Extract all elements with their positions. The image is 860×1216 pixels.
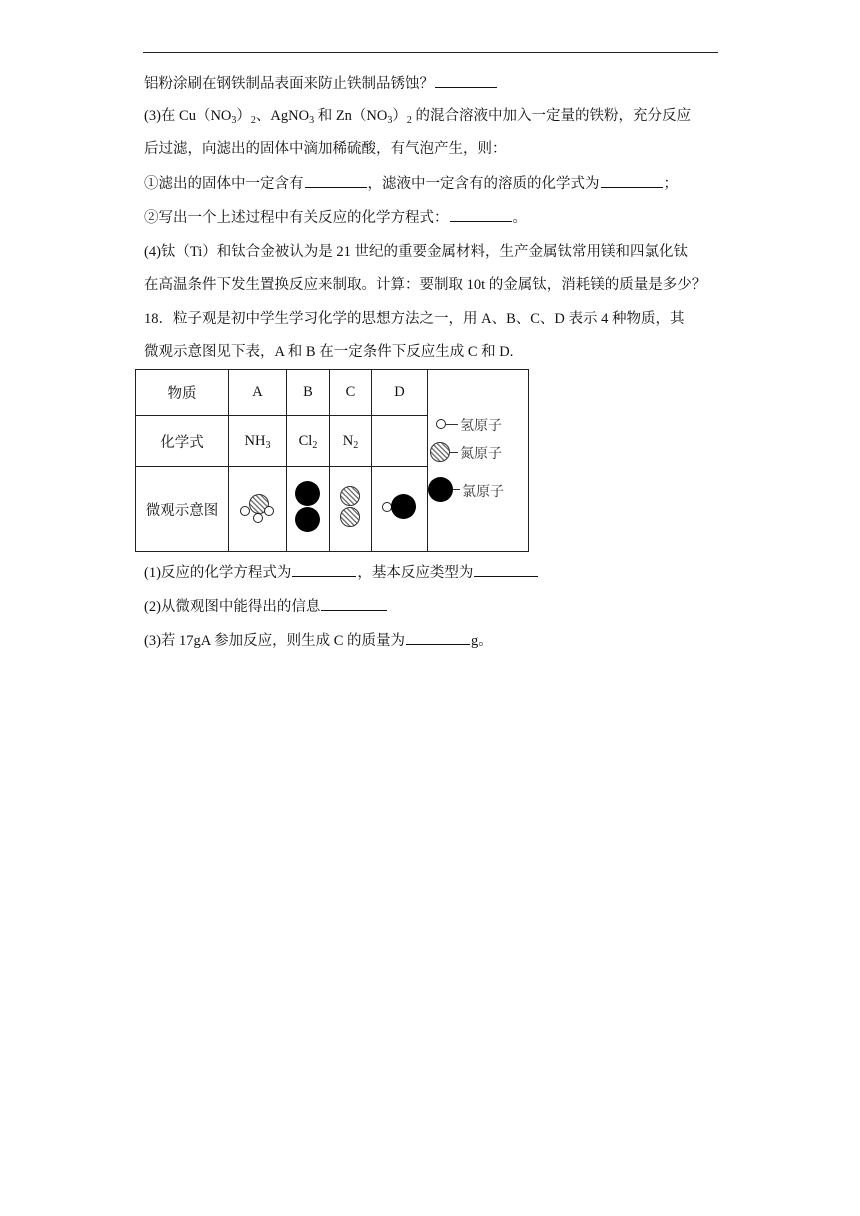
nitrogen-atom-icon <box>430 442 450 462</box>
hydrogen-atom-icon <box>253 513 263 523</box>
chlorine-atom-icon <box>295 507 320 532</box>
subscript: 2 <box>406 115 412 126</box>
text: 。 <box>512 210 527 226</box>
text: ） <box>236 108 251 124</box>
question-line <box>144 139 507 159</box>
question-line <box>144 73 498 94</box>
row-label: 微观示意图 <box>136 467 229 552</box>
legend-line <box>450 452 458 453</box>
answer-blank[interactable] <box>474 562 538 577</box>
formula-text: NH <box>244 432 266 449</box>
text: (1)反应的化学方程式为 <box>144 565 292 581</box>
text: ②写出一个上述过程中有关反应的化学方程式： <box>144 210 449 226</box>
answer-blank[interactable] <box>292 562 356 577</box>
header-cell: C <box>330 370 372 416</box>
text: 铝粉涂刷在钢铁制品表面来防止铁制品锈蚀？ <box>144 76 434 92</box>
ammonia-molecule-icon <box>236 489 280 525</box>
nitrogen-atom-icon <box>340 507 360 527</box>
legend-line <box>446 424 458 425</box>
question-line <box>144 173 678 194</box>
hydrogen-atom-icon <box>436 419 446 429</box>
subscript: 2 <box>312 439 318 451</box>
text: ，基本反应类型为 <box>357 565 474 581</box>
question-line <box>144 562 539 583</box>
molecule-cell <box>287 467 330 552</box>
legend-line <box>453 489 460 490</box>
formula-cell <box>229 416 287 467</box>
subscript: 3 <box>387 115 393 126</box>
question-line <box>144 630 493 651</box>
question-line <box>144 596 388 617</box>
chlorine-atom-icon <box>295 481 320 506</box>
molecule-table <box>135 369 529 552</box>
hcl-molecule-icon <box>382 494 418 520</box>
subscript: 2 <box>353 439 359 451</box>
text: 、AgNO <box>255 108 310 124</box>
subscript: 2 <box>250 115 256 126</box>
legend-cell <box>428 370 529 552</box>
question-line <box>144 309 685 329</box>
nitrogen-atom-icon <box>340 486 360 506</box>
text: (3)在 Cu（NO <box>144 108 232 124</box>
header-cell: D <box>372 370 428 416</box>
row-label: 化学式 <box>136 416 229 467</box>
header-cell: A <box>229 370 287 416</box>
answer-blank[interactable] <box>601 173 663 188</box>
question-line <box>144 242 688 262</box>
legend-label: 氯原子 <box>462 484 504 500</box>
text: (4)钛（Ti）和钛合金被认为是 21 世纪的重要金属材料，生产金属钛常用镁和四氯化钛 <box>144 244 689 260</box>
hydrogen-atom-icon <box>264 506 274 516</box>
formula-cell <box>287 416 330 467</box>
text: (3)若 17gA 参加反应，则生成 C 的质量为 <box>144 633 405 649</box>
chlorine-molecule-icon <box>295 481 321 533</box>
header-rule <box>143 52 718 53</box>
text: 18．粒子观是初中学生学习化学的思想方法之一，用 A、B、C、D 表示 4 种物质，其 <box>144 311 685 327</box>
text: 的混合溶液中加入一定量的铁粉，充分反应 <box>411 108 692 124</box>
formula-cell <box>372 416 428 467</box>
molecule-cell <box>229 467 287 552</box>
hydrogen-atom-icon <box>240 506 250 516</box>
answer-blank[interactable] <box>406 630 470 645</box>
text: g。 <box>471 633 493 649</box>
text: 在高温条件下发生置换反应来制取。计算：要制取 10t 的金属钛，消耗镁的质量是多少？ <box>144 277 707 293</box>
nitrogen-molecule-icon <box>340 486 362 528</box>
question-line <box>144 275 706 295</box>
text: ①滤出的固体中一定含有 <box>144 176 304 192</box>
answer-blank[interactable] <box>321 596 387 611</box>
subscript: 3 <box>309 115 315 126</box>
formula-text: Cl <box>298 432 313 449</box>
text: (2)从微观图中能得出的信息 <box>144 599 321 615</box>
molecule-cell <box>372 467 428 552</box>
question-line <box>144 207 527 228</box>
header-cell: 物质 <box>136 370 229 416</box>
legend-label: 氢原子 <box>460 418 502 434</box>
formula-cell <box>330 416 372 467</box>
text: ） <box>392 108 407 124</box>
question-line <box>144 342 513 362</box>
text: 微观示意图见下表，A 和 B 在一定条件下反应生成 C 和 D. <box>144 344 514 360</box>
answer-blank[interactable] <box>305 173 367 188</box>
answer-blank[interactable] <box>435 73 497 88</box>
header-cell: B <box>287 370 330 416</box>
subscript: 3 <box>265 439 271 451</box>
question-line <box>144 106 691 126</box>
chlorine-atom-icon <box>391 494 416 519</box>
text: ； <box>663 176 678 192</box>
text: 和 Zn（NO <box>314 108 388 124</box>
text: 后过滤，向滤出的固体中滴加稀硫酸，有气泡产生，则： <box>144 141 507 157</box>
legend-label: 氮原子 <box>460 446 502 462</box>
text: ，滤液中一定含有的溶质的化学式为 <box>367 176 600 192</box>
formula-text: N <box>342 432 354 449</box>
molecule-cell <box>330 467 372 552</box>
chlorine-atom-icon <box>428 477 453 502</box>
answer-blank[interactable] <box>450 207 512 222</box>
subscript: 3 <box>231 115 237 126</box>
